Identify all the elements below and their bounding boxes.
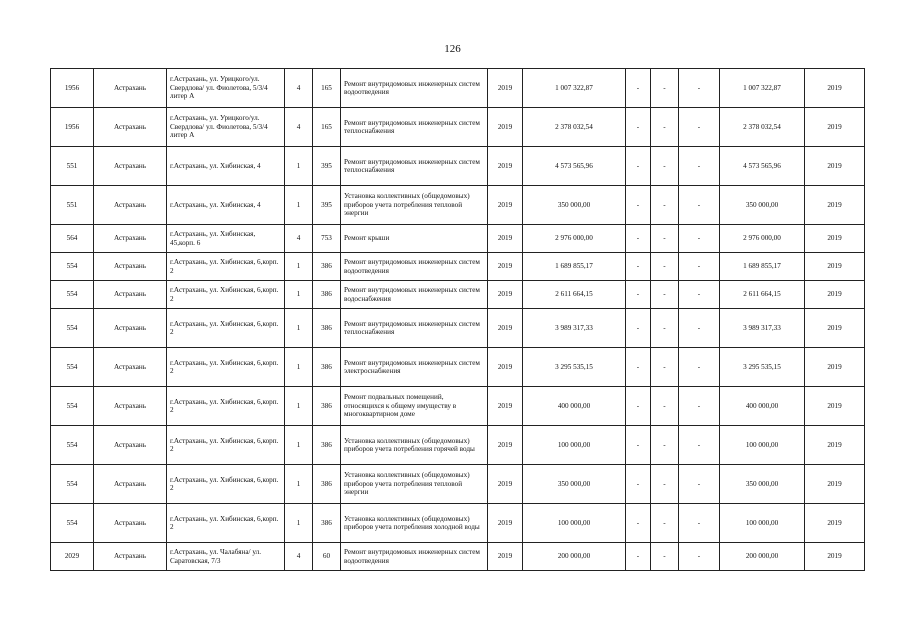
cell-floors: 1 (285, 253, 313, 281)
cell-year: 2019 (488, 186, 523, 225)
cell-cost: 350 000,00 (523, 465, 626, 504)
repair-program-table (50, 68, 865, 571)
cell-year-end: 2019 (805, 543, 865, 571)
cell-flats: 395 (313, 186, 341, 225)
cell-house-id: 564 (51, 225, 94, 253)
cell-cost: 200 000,00 (523, 543, 626, 571)
cell-dash-2: - (651, 426, 679, 465)
cell-total: 4 573 565,96 (720, 147, 805, 186)
cell-dash-1: - (626, 465, 651, 504)
cell-year-end: 2019 (805, 465, 865, 504)
cell-city: Астрахань (94, 69, 167, 108)
cell-dash-2: - (651, 281, 679, 309)
cell-flats: 395 (313, 147, 341, 186)
cell-flats: 165 (313, 69, 341, 108)
cell-dash-2: - (651, 253, 679, 281)
cell-total: 1 007 322,87 (720, 69, 805, 108)
cell-floors: 4 (285, 543, 313, 571)
cell-house-id: 554 (51, 281, 94, 309)
cell-flats: 753 (313, 225, 341, 253)
cell-house-id: 554 (51, 253, 94, 281)
cell-cost: 2 976 000,00 (523, 225, 626, 253)
cell-work-type: Ремонт внутридомовых инженерных систем электроснабжения (341, 348, 488, 387)
cell-dash-2: - (651, 543, 679, 571)
table-row (51, 387, 865, 426)
cell-total: 100 000,00 (720, 504, 805, 543)
cell-dash-2: - (651, 147, 679, 186)
table-row (51, 543, 865, 571)
cell-address: г.Астрахань, ул. Хибинская, 6,корп. 2 (167, 426, 285, 465)
cell-year-end: 2019 (805, 253, 865, 281)
cell-dash-3: - (679, 504, 720, 543)
cell-house-id: 554 (51, 309, 94, 348)
cell-city: Астрахань (94, 108, 167, 147)
cell-dash-1: - (626, 504, 651, 543)
table-row (51, 108, 865, 147)
cell-total: 3 989 317,33 (720, 309, 805, 348)
cell-flats: 386 (313, 426, 341, 465)
cell-floors: 1 (285, 186, 313, 225)
cell-dash-2: - (651, 186, 679, 225)
cell-city: Астрахань (94, 465, 167, 504)
cell-flats: 386 (313, 465, 341, 504)
cell-dash-3: - (679, 465, 720, 504)
cell-dash-2: - (651, 504, 679, 543)
cell-dash-3: - (679, 543, 720, 571)
cell-house-id: 554 (51, 387, 94, 426)
cell-dash-1: - (626, 108, 651, 147)
cell-floors: 1 (285, 426, 313, 465)
cell-flats: 165 (313, 108, 341, 147)
cell-cost: 2 611 664,15 (523, 281, 626, 309)
cell-house-id: 1956 (51, 108, 94, 147)
cell-city: Астрахань (94, 426, 167, 465)
cell-floors: 1 (285, 281, 313, 309)
cell-house-id: 551 (51, 186, 94, 225)
cell-city: Астрахань (94, 348, 167, 387)
cell-year-end: 2019 (805, 387, 865, 426)
cell-floors: 4 (285, 108, 313, 147)
cell-work-type: Ремонт внутридомовых инженерных систем теплоснабжения (341, 309, 488, 348)
cell-dash-1: - (626, 543, 651, 571)
cell-work-type: Ремонт внутридомовых инженерных систем теплоснабжения (341, 147, 488, 186)
cell-dash-1: - (626, 225, 651, 253)
cell-city: Астрахань (94, 186, 167, 225)
cell-cost: 3 989 317,33 (523, 309, 626, 348)
cell-dash-3: - (679, 69, 720, 108)
cell-dash-3: - (679, 387, 720, 426)
cell-work-type: Ремонт внутридомовых инженерных систем водоотведения (341, 253, 488, 281)
cell-year: 2019 (488, 281, 523, 309)
cell-cost: 2 378 032,54 (523, 108, 626, 147)
cell-flats: 386 (313, 504, 341, 543)
cell-dash-2: - (651, 309, 679, 348)
cell-flats: 386 (313, 309, 341, 348)
cell-city: Астрахань (94, 387, 167, 426)
cell-dash-1: - (626, 147, 651, 186)
cell-year: 2019 (488, 348, 523, 387)
cell-dash-3: - (679, 253, 720, 281)
cell-total: 400 000,00 (720, 387, 805, 426)
cell-house-id: 554 (51, 504, 94, 543)
cell-dash-1: - (626, 253, 651, 281)
cell-year: 2019 (488, 387, 523, 426)
cell-work-type: Ремонт внутридомовых инженерных систем водоотведения (341, 69, 488, 108)
cell-city: Астрахань (94, 309, 167, 348)
cell-flats: 386 (313, 348, 341, 387)
cell-cost: 4 573 565,96 (523, 147, 626, 186)
cell-flats: 60 (313, 543, 341, 571)
cell-dash-3: - (679, 309, 720, 348)
cell-city: Астрахань (94, 504, 167, 543)
table-row (51, 147, 865, 186)
cell-flats: 386 (313, 253, 341, 281)
cell-address: г.Астрахань, ул. Урицкого/ул. Свердлова/ ул. Фиолетова, 5/3/4 литер А (167, 108, 285, 147)
cell-address: г.Астрахань, ул. Урицкого/ул. Свердлова/ ул. Фиолетова, 5/3/4 литер А (167, 69, 285, 108)
cell-dash-3: - (679, 281, 720, 309)
cell-year: 2019 (488, 69, 523, 108)
cell-total: 2 378 032,54 (720, 108, 805, 147)
cell-floors: 1 (285, 504, 313, 543)
cell-city: Астрахань (94, 225, 167, 253)
cell-dash-1: - (626, 426, 651, 465)
cell-work-type: Ремонт внутридомовых инженерных систем водоснабжения (341, 281, 488, 309)
cell-house-id: 554 (51, 465, 94, 504)
cell-floors: 1 (285, 147, 313, 186)
cell-total: 200 000,00 (720, 543, 805, 571)
cell-address: г.Астрахань, ул. Хибинская, 6,корп. 2 (167, 504, 285, 543)
cell-house-id: 2029 (51, 543, 94, 571)
cell-year-end: 2019 (805, 348, 865, 387)
table-row (51, 504, 865, 543)
cell-dash-3: - (679, 225, 720, 253)
cell-year: 2019 (488, 147, 523, 186)
cell-work-type: Ремонт крыши (341, 225, 488, 253)
cell-city: Астрахань (94, 147, 167, 186)
cell-address: г.Астрахань, ул. Хибинская, 6,корп. 2 (167, 465, 285, 504)
cell-work-type: Ремонт внутридомовых инженерных систем теплоснабжения (341, 108, 488, 147)
cell-floors: 1 (285, 465, 313, 504)
table-row (51, 426, 865, 465)
cell-address: г.Астрахань, ул. Хибинская, 6,корп. 2 (167, 348, 285, 387)
cell-total: 3 295 535,15 (720, 348, 805, 387)
cell-work-type: Установка коллективных (общедомовых) приборов учета потребления тепловой энергии (341, 186, 488, 225)
table-body (51, 69, 865, 571)
cell-dash-3: - (679, 348, 720, 387)
cell-total: 350 000,00 (720, 186, 805, 225)
table-row (51, 253, 865, 281)
cell-house-id: 1956 (51, 69, 94, 108)
cell-year-end: 2019 (805, 147, 865, 186)
cell-cost: 350 000,00 (523, 186, 626, 225)
cell-address: г.Астрахань, ул. Хибинская, 6,корп. 2 (167, 253, 285, 281)
cell-floors: 4 (285, 225, 313, 253)
cell-dash-1: - (626, 281, 651, 309)
table-row (51, 69, 865, 108)
cell-work-type: Ремонт подвальных помещений, относящихся к общему имуществу в многоквартирном доме (341, 387, 488, 426)
cell-work-type: Установка коллективных (общедомовых) приборов учета потребления горячей воды (341, 426, 488, 465)
cell-dash-2: - (651, 225, 679, 253)
cell-cost: 3 295 535,15 (523, 348, 626, 387)
cell-dash-3: - (679, 147, 720, 186)
cell-cost: 100 000,00 (523, 426, 626, 465)
table-row (51, 465, 865, 504)
cell-cost: 1 689 855,17 (523, 253, 626, 281)
cell-year: 2019 (488, 309, 523, 348)
cell-year-end: 2019 (805, 225, 865, 253)
cell-flats: 386 (313, 281, 341, 309)
cell-city: Астрахань (94, 281, 167, 309)
cell-total: 350 000,00 (720, 465, 805, 504)
cell-dash-1: - (626, 387, 651, 426)
cell-address: г.Астрахань, ул. Хибинская, 45,корп. 6 (167, 225, 285, 253)
cell-dash-2: - (651, 387, 679, 426)
cell-dash-3: - (679, 108, 720, 147)
cell-year-end: 2019 (805, 309, 865, 348)
cell-floors: 4 (285, 69, 313, 108)
cell-house-id: 554 (51, 348, 94, 387)
cell-year: 2019 (488, 108, 523, 147)
cell-dash-1: - (626, 69, 651, 108)
cell-house-id: 554 (51, 426, 94, 465)
cell-house-id: 551 (51, 147, 94, 186)
cell-address: г.Астрахань, ул. Хибинская, 6,корп. 2 (167, 387, 285, 426)
table-row (51, 348, 865, 387)
cell-year-end: 2019 (805, 108, 865, 147)
cell-cost: 1 007 322,87 (523, 69, 626, 108)
cell-work-type: Ремонт внутридомовых инженерных систем водоотведения (341, 543, 488, 571)
cell-cost: 100 000,00 (523, 504, 626, 543)
cell-floors: 1 (285, 387, 313, 426)
cell-year: 2019 (488, 426, 523, 465)
cell-dash-1: - (626, 348, 651, 387)
cell-year-end: 2019 (805, 281, 865, 309)
cell-year-end: 2019 (805, 504, 865, 543)
cell-dash-2: - (651, 69, 679, 108)
cell-year: 2019 (488, 543, 523, 571)
cell-address: г.Астрахань, ул. Хибинская, 6,корп. 2 (167, 309, 285, 348)
cell-total: 2 611 664,15 (720, 281, 805, 309)
cell-total: 100 000,00 (720, 426, 805, 465)
cell-total: 1 689 855,17 (720, 253, 805, 281)
cell-address: г.Астрахань, ул. Хибинская, 4 (167, 147, 285, 186)
cell-work-type: Установка коллективных (общедомовых) приборов учета потребления холодной воды (341, 504, 488, 543)
cell-year-end: 2019 (805, 186, 865, 225)
cell-year: 2019 (488, 225, 523, 253)
cell-dash-2: - (651, 108, 679, 147)
cell-dash-1: - (626, 186, 651, 225)
cell-address: г.Астрахань, ул. Чалабяна/ ул. Саратовская, 7/3 (167, 543, 285, 571)
cell-year-end: 2019 (805, 69, 865, 108)
cell-dash-1: - (626, 309, 651, 348)
cell-work-type: Установка коллективных (общедомовых) приборов учета потребления тепловой энергии (341, 465, 488, 504)
cell-cost: 400 000,00 (523, 387, 626, 426)
cell-dash-3: - (679, 186, 720, 225)
table-row (51, 309, 865, 348)
cell-dash-2: - (651, 348, 679, 387)
cell-flats: 386 (313, 387, 341, 426)
page-number: 126 (444, 43, 461, 55)
table-row (51, 225, 865, 253)
cell-year: 2019 (488, 253, 523, 281)
table-row (51, 186, 865, 225)
cell-city: Астрахань (94, 253, 167, 281)
cell-year-end: 2019 (805, 426, 865, 465)
cell-floors: 1 (285, 309, 313, 348)
cell-address: г.Астрахань, ул. Хибинская, 4 (167, 186, 285, 225)
cell-dash-3: - (679, 426, 720, 465)
cell-address: г.Астрахань, ул. Хибинская, 6,корп. 2 (167, 281, 285, 309)
cell-year: 2019 (488, 465, 523, 504)
cell-floors: 1 (285, 348, 313, 387)
cell-dash-2: - (651, 465, 679, 504)
cell-city: Астрахань (94, 543, 167, 571)
cell-year: 2019 (488, 504, 523, 543)
cell-total: 2 976 000,00 (720, 225, 805, 253)
table-row (51, 281, 865, 309)
